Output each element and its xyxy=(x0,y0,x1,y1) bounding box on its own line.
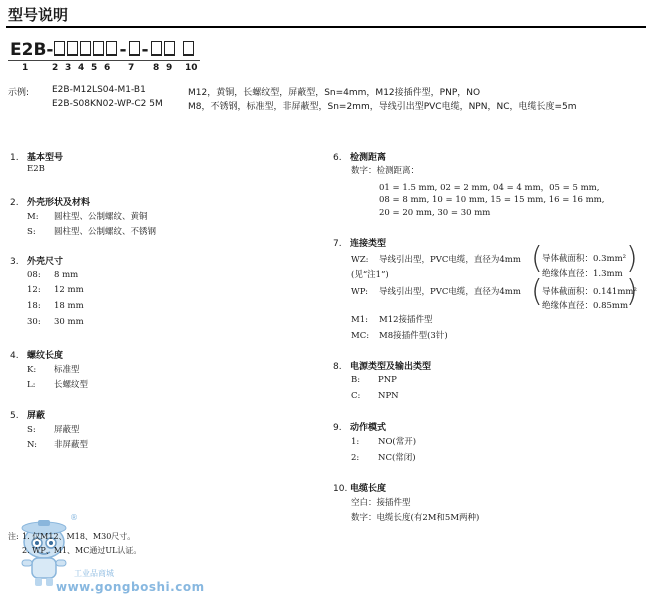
example-1-desc: M12，黄铜，长螺纹型，屏蔽型，Sn=4mm，M12接插件型，PNP，NO xyxy=(188,88,481,98)
section-6-line: 08 = 8 mm, 10 = 10 mm, 15 = 15 mm, 16 = 16 mm, xyxy=(379,195,605,205)
section-10-row: 空白：接插件型 xyxy=(351,498,411,508)
connection-wz-spec: 绝缘体直径：1.3mm xyxy=(542,269,623,279)
code-box-4 xyxy=(80,41,91,56)
code-dash: - xyxy=(141,40,149,60)
watermark-url: www.gongboshi.com xyxy=(56,580,205,594)
code-box-6 xyxy=(106,41,117,56)
examples-label: 示例: xyxy=(8,88,30,98)
connection-wz-row: WZ: 导线引出型，PVC电缆，直径为4mm xyxy=(351,255,521,265)
watermark-registered-mark: ® xyxy=(70,513,78,522)
section-3-title: 3. 外壳尺寸 xyxy=(10,257,64,267)
position-number-9: 9 xyxy=(166,63,173,73)
section-8-row: C: NPN xyxy=(351,391,399,401)
position-number-5: 5 xyxy=(91,63,98,73)
section-6-intro: 数字：检测距离： xyxy=(351,166,420,176)
position-number-10: 10 xyxy=(185,63,198,73)
connection-wz-note: (见“注1”) xyxy=(351,270,389,280)
section-7-title: 7. 连接类型 xyxy=(333,239,387,249)
bracket-open: ( xyxy=(531,241,543,276)
code-box-7 xyxy=(129,41,140,56)
code-box-5 xyxy=(93,41,104,56)
connection-wp-row: WP: 导线引出型，PVC电缆，直径为4mm xyxy=(351,287,521,297)
section-3-row: 08: 8 mm xyxy=(27,270,79,280)
page-title: 型号说明 xyxy=(8,6,69,24)
code-box-2 xyxy=(54,41,65,56)
example-2-code: E2B-S08KN02-WP-C2 5M xyxy=(52,99,163,109)
section-5-row: N: 非屏蔽型 xyxy=(27,440,89,450)
section-6-line: 20 = 20 mm, 30 = 30 mm xyxy=(379,208,491,218)
section-3-row: 30: 30 mm xyxy=(27,317,84,327)
section-4-row: K: 标准型 xyxy=(27,365,80,375)
section-9-row: 2: NC(常闭) xyxy=(351,453,416,463)
position-number-3: 3 xyxy=(65,63,72,73)
code-box-8 xyxy=(151,41,162,56)
model-prefix: E2B- xyxy=(10,40,54,60)
section-10-title: 10. 电缆长度 xyxy=(333,484,387,494)
position-number-1: 1 xyxy=(22,63,29,73)
section-3-row: 18: 18 mm xyxy=(27,301,84,311)
position-number-7: 7 xyxy=(128,63,135,73)
section-9-row: 1: NO(常开) xyxy=(351,437,417,447)
model-underline xyxy=(8,60,200,61)
note-2: 2. WP、M1、MC通过UL认证。 xyxy=(22,546,142,555)
connection-wz-spec: 导体截面积：0.3mm² xyxy=(542,254,627,264)
code-dash: - xyxy=(119,40,127,60)
connection-wp-spec: 绝缘体直径：0.85mm xyxy=(542,301,629,311)
bracket-open: ( xyxy=(531,274,543,309)
section-10-row: 数字：电缆长度(有2M和5M两种) xyxy=(351,513,480,523)
title-rule xyxy=(6,26,646,28)
section-5-row: S: 屏蔽型 xyxy=(27,425,80,435)
watermark-tagline: 工业品商城 xyxy=(74,569,114,578)
position-number-4: 4 xyxy=(78,63,85,73)
example-1-code: E2B-M12LS04-M1-B1 xyxy=(52,85,146,95)
section-2-row: S: 圆柱型、公制螺纹、不锈钢 xyxy=(27,227,157,237)
section-2-row: M: 圆柱型、公制螺纹、黄铜 xyxy=(27,212,148,222)
position-number-6: 6 xyxy=(104,63,111,73)
position-number-8: 8 xyxy=(153,63,160,73)
section-4-row: L: 长螺纹型 xyxy=(27,380,89,390)
section-6-title: 6. 检测距离 xyxy=(333,153,387,163)
notes-label: 注: xyxy=(8,532,19,541)
bracket-close: ) xyxy=(626,274,638,309)
section-6-line: 01 = 1.5 mm, 02 = 2 mm, 04 = 4 mm，05 = 5 mm, xyxy=(379,183,600,193)
code-box-9 xyxy=(164,41,175,56)
connection-m1-row: M1: M12接插件型 xyxy=(351,315,433,325)
position-number-2: 2 xyxy=(52,63,59,73)
example-2-desc: M8，不锈钢，标准型，非屏蔽型，Sn=2mm，导线引出型PVC电缆，NPN，NC，电缆长度=5m xyxy=(188,102,577,112)
section-8-title: 8. 电源类型及输出类型 xyxy=(333,362,432,372)
bracket-close: ) xyxy=(626,241,638,276)
section-5-title: 5. 屏蔽 xyxy=(10,411,46,421)
connection-mc-row: MC: M8接插件型(3针) xyxy=(351,331,448,341)
section-4-title: 4. 螺纹长度 xyxy=(10,351,64,361)
code-box-10 xyxy=(183,41,194,56)
section-1-title: 1. 基本型号 xyxy=(10,153,64,163)
section-1-text: E2B xyxy=(27,164,45,174)
note-1: 1. 仅M12、M18、M30尺寸。 xyxy=(22,532,136,541)
section-9-title: 9. 动作模式 xyxy=(333,423,387,433)
model-code-pattern xyxy=(10,40,195,60)
section-8-row: B: PNP xyxy=(351,375,397,385)
section-3-row: 12: 12 mm xyxy=(27,285,84,295)
section-2-title: 2. 外壳形状及材料 xyxy=(10,198,91,208)
code-box-3 xyxy=(67,41,78,56)
connection-wp-spec: 导体截面积：0.141mm² xyxy=(542,287,637,297)
